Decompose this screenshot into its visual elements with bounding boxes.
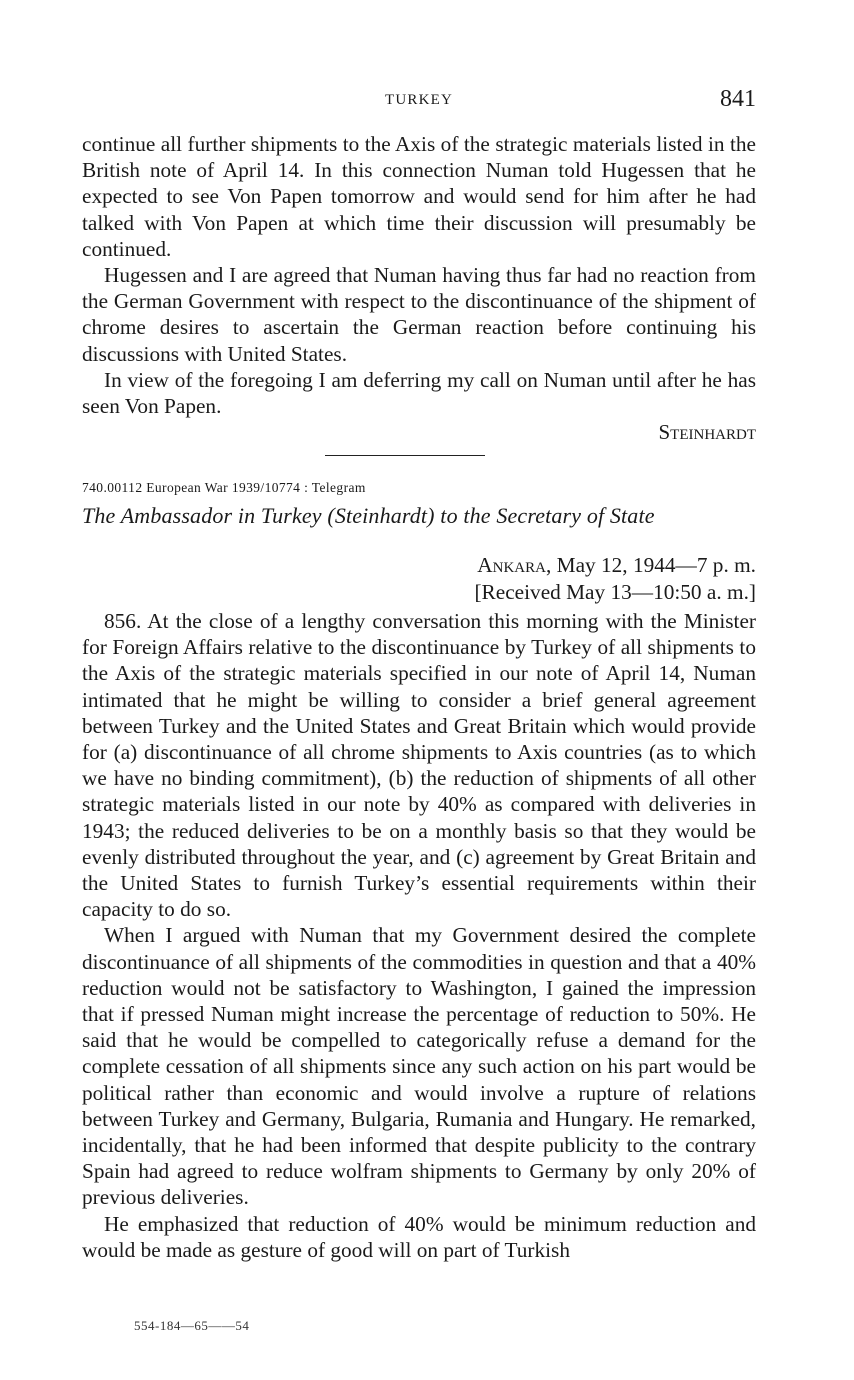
paragraph: When I argued with Numan that my Government desired the complete discontinuance of all shipments of the commodities in question and that a 40% reduction would not be satisfactory to Washington, I gained the impression that if pressed Numan might increase the percentage of reduction to 50%. He said that he would be compelled to categorically refuse a demand for the complete cessation of all shipments since any such action on his part would be political rather than economic and would involve a rupture of relations between Turkey and Germany, Bulgaria, Rumania and Hungary. He remarked, incidentally, that he had been informed that despite publicity to the contrary Spain had agreed to reduce wolfram shipments to Germany by only 20% of previous deliveries. <box>82 923 756 1210</box>
page-header <box>82 86 756 116</box>
dateline-place: Ankara <box>477 553 546 577</box>
page-number: 841 <box>720 86 756 112</box>
dateline-received: [Received May 13—10:50 a. m.] <box>474 579 756 604</box>
file-code: 740.00112 European War 1939/10774 : Telegram <box>82 480 366 495</box>
paragraph: He emphasized that reduction of 40% would be minimum reduction and would be made as gesture of good will on part of Turkish <box>82 1211 756 1262</box>
dateline-sent <box>474 552 756 579</box>
document-title: The Ambassador in Turkey (Steinhardt) to the Secretary of State <box>82 503 655 528</box>
paragraph: 856. At the close of a lengthy conversation this morning with the Minister for Foreign Affairs relative to the discontinuance by Turkey of all shipments to the Axis of the strategic materials specified in our note of April 14, Numan intimated that he might be willing to consider a brief general agreement between Turkey and the United States and Great Britain which would provide for (a) discontinuance of all chrome shipments to Axis countries (as to which we have no binding commitment), (b) the reduction of shipments of all other strategic materials listed in our note by 40% as compared with deliveries in 1943; the reduced deliveries to be on a monthly basis so that they would be evenly distributed throughout the year, and (c) agreement by Great Britain and the United States to furnish Turkey’s essential requirements within their capacity to do so. <box>82 609 756 922</box>
print-code: 554-184—65——54 <box>134 1318 250 1333</box>
telegram-continuation <box>82 131 756 445</box>
running-head: TURKEY <box>384 92 454 108</box>
telegram-body <box>82 608 756 1263</box>
signature: Steinhardt <box>658 420 756 445</box>
dateline <box>474 552 756 605</box>
paragraph: continue all further shipments to the Axis of the strategic materials listed in the British note of April 14. In this connection Numan told Hugessen that he expected to see Von Papen tomorrow and would send for him after he had talked with Von Papen at which time their discussion will presumably be continued. <box>82 132 756 261</box>
paragraph: In view of the foregoing I am deferring my call on Numan until after he has seen Von Papen. <box>82 367 756 419</box>
section-divider <box>325 455 485 456</box>
paragraph: Hugessen and I are agreed that Numan having thus far had no reaction from the German Government with respect to the discontinuance of the shipment of chrome desires to ascertain the German reaction before continuing his discussions with United States. <box>82 263 756 366</box>
dateline-date: , May 12, 1944—7 p. m. <box>545 553 756 577</box>
